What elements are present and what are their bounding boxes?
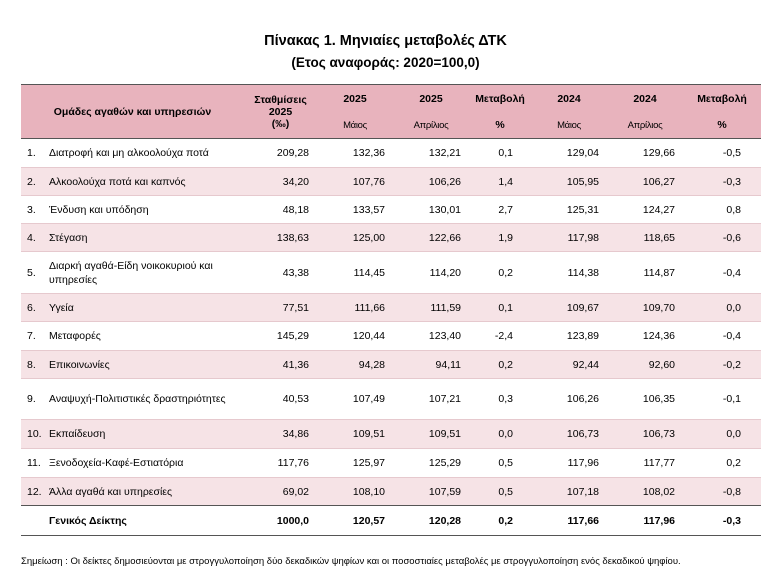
row-value-c: 106,73 [531,420,607,449]
row-change: 0,1 [469,294,531,322]
row-weight: 138,63 [244,224,317,252]
row-change: 0,3 [469,379,531,420]
table-row [21,196,761,224]
footnote: Σημείωση : Οι δείκτες δημοσιεύονται με στρογγυλοποίηση δύο δεκαδικών ψηφίων και οι ποσοστιαίες μεταβολές με στρογγυλοποίηση ενός δεκαδικού ψηφίου. [21,556,681,567]
row-category: Μεταφορές [49,322,244,351]
row-value-d: 109,70 [607,294,683,322]
row-index: 10. [21,420,49,449]
total-label: Γενικός Δείκτης [49,506,244,536]
table-title: Πίνακας 1. Μηνιαίες μεταβολές ΔΤΚ [264,33,507,49]
row-value-c: 117,98 [531,224,607,252]
table-row [21,351,761,379]
table-row [21,322,761,351]
row-value-c: 107,18 [531,478,607,506]
row-category: Εκπαίδευση [49,420,244,449]
header-year-b: 2025 [393,85,469,113]
row-value-d: 92,60 [607,351,683,379]
total-value-c: 117,66 [531,506,607,536]
row-change: 0,2 [469,351,531,379]
row-value-d: 117,77 [607,449,683,478]
row-value-d: 108,02 [607,478,683,506]
row-change-2: -0,8 [683,478,761,506]
row-value-b: 107,21 [393,379,469,420]
header-pct: % [469,112,531,139]
row-value-c: 129,04 [531,139,607,168]
row-value-b: 114,20 [393,252,469,294]
row-value-c: 106,26 [531,379,607,420]
header-month-d: Απρίλιος [607,112,683,139]
row-weight: 77,51 [244,294,317,322]
row-value-a: 111,66 [317,294,393,322]
table-row [21,252,761,294]
row-value-b: 125,29 [393,449,469,478]
row-value-c: 92,44 [531,351,607,379]
header-change-2: Μεταβολή [683,85,761,113]
total-value-a: 120,57 [317,506,393,536]
row-value-b: 132,21 [393,139,469,168]
row-value-a: 107,49 [317,379,393,420]
row-category: Υγεία [49,294,244,322]
row-value-a: 108,10 [317,478,393,506]
row-value-a: 132,36 [317,139,393,168]
row-category: Ένδυση και υπόδηση [49,196,244,224]
row-value-d: 124,36 [607,322,683,351]
row-change-2: 0,0 [683,294,761,322]
total-change-2: -0,3 [683,506,761,536]
header-month-a: Μάιος [317,112,393,139]
row-weight: 69,02 [244,478,317,506]
row-index: 4. [21,224,49,252]
total-index [21,506,49,536]
total-value-d: 117,96 [607,506,683,536]
row-value-c: 114,38 [531,252,607,294]
row-change: 1,9 [469,224,531,252]
row-index: 5. [21,252,49,294]
row-index: 3. [21,196,49,224]
row-index: 8. [21,351,49,379]
row-category: Άλλα αγαθά και υπηρεσίες [49,478,244,506]
row-value-d: 124,27 [607,196,683,224]
row-change-2: 0,2 [683,449,761,478]
row-change: 2,7 [469,196,531,224]
header-weights-line3: (‰) [271,117,290,130]
header-weights [244,85,317,139]
header-year-a: 2025 [317,85,393,113]
row-change: 1,4 [469,168,531,196]
row-change-2: -0,4 [683,252,761,294]
row-index: 12. [21,478,49,506]
row-category: Επικοινωνίες [49,351,244,379]
row-value-b: 107,59 [393,478,469,506]
table-row [21,420,761,449]
row-value-d: 106,35 [607,379,683,420]
row-weight: 145,29 [244,322,317,351]
row-weight: 117,76 [244,449,317,478]
row-weight: 40,53 [244,379,317,420]
row-change-2: -0,3 [683,168,761,196]
row-value-d: 106,27 [607,168,683,196]
total-weight: 1000,0 [244,506,317,536]
row-value-d: 118,65 [607,224,683,252]
row-weight: 34,86 [244,420,317,449]
row-category: Διατροφή και μη αλκοολούχα ποτά [49,139,244,168]
row-value-a: 107,76 [317,168,393,196]
row-change-2: -0,4 [683,322,761,351]
total-change: 0,2 [469,506,531,536]
row-change-2: -0,1 [683,379,761,420]
row-change: 0,1 [469,139,531,168]
row-category: Στέγαση [49,224,244,252]
row-value-c: 105,95 [531,168,607,196]
row-weight: 41,36 [244,351,317,379]
row-change-2: 0,0 [683,420,761,449]
cpi-table [21,84,761,536]
row-value-b: 130,01 [393,196,469,224]
header-weights-line2: 2025 [268,105,293,118]
row-change: 0,5 [469,478,531,506]
table-row [21,379,761,420]
row-index: 11. [21,449,49,478]
row-category: Αλκοολούχα ποτά και καπνός [49,168,244,196]
row-value-a: 120,44 [317,322,393,351]
table-row [21,168,761,196]
header-month-b: Απρίλιος [393,112,469,139]
row-value-b: 109,51 [393,420,469,449]
header-month-c: Μάιος [531,112,607,139]
row-value-d: 106,73 [607,420,683,449]
row-value-d: 114,87 [607,252,683,294]
table-row [21,139,761,168]
row-value-c: 125,31 [531,196,607,224]
table-row [21,478,761,506]
row-weight: 209,28 [244,139,317,168]
row-index: 1. [21,139,49,168]
table-row [21,449,761,478]
row-category: Διαρκή αγαθά-Είδη νοικοκυριού και υπηρεσίες [49,252,244,294]
header-pct-2: % [683,112,761,139]
row-value-a: 94,28 [317,351,393,379]
row-change: -2,4 [469,322,531,351]
row-value-b: 123,40 [393,322,469,351]
row-change-2: -0,2 [683,351,761,379]
header-groups: Ομάδες αγαθών και υπηρεσιών [21,85,244,139]
row-value-b: 106,26 [393,168,469,196]
row-change: 0,2 [469,252,531,294]
table-body [21,139,761,536]
table-row [21,224,761,252]
row-value-a: 133,57 [317,196,393,224]
header-change: Μεταβολή [469,85,531,113]
row-category: Αναψυχή-Πολιτιστικές δραστηριότητες [49,379,244,420]
row-index: 2. [21,168,49,196]
row-change: 0,0 [469,420,531,449]
row-value-b: 122,66 [393,224,469,252]
row-index: 6. [21,294,49,322]
row-change-2: 0,8 [683,196,761,224]
table-header [21,85,761,139]
row-weight: 34,20 [244,168,317,196]
header-weights-line1: Σταθμίσεις [254,93,307,106]
row-change-2: -0,6 [683,224,761,252]
row-value-a: 109,51 [317,420,393,449]
row-value-b: 111,59 [393,294,469,322]
row-value-d: 129,66 [607,139,683,168]
row-value-c: 123,89 [531,322,607,351]
total-value-b: 120,28 [393,506,469,536]
table-subtitle: (Ετος αναφοράς: 2020=100,0) [291,55,480,70]
row-index: 7. [21,322,49,351]
row-change: 0,5 [469,449,531,478]
row-value-c: 117,96 [531,449,607,478]
header-year-c: 2024 [531,85,607,113]
header-year-d: 2024 [607,85,683,113]
total-row [21,506,761,536]
row-index: 9. [21,379,49,420]
row-weight: 48,18 [244,196,317,224]
row-change-2: -0,5 [683,139,761,168]
row-value-a: 114,45 [317,252,393,294]
table-row [21,294,761,322]
row-weight: 43,38 [244,252,317,294]
row-category: Ξενοδοχεία-Καφέ-Εστιατόρια [49,449,244,478]
row-value-a: 125,97 [317,449,393,478]
row-value-c: 109,67 [531,294,607,322]
row-value-a: 125,00 [317,224,393,252]
row-value-b: 94,11 [393,351,469,379]
